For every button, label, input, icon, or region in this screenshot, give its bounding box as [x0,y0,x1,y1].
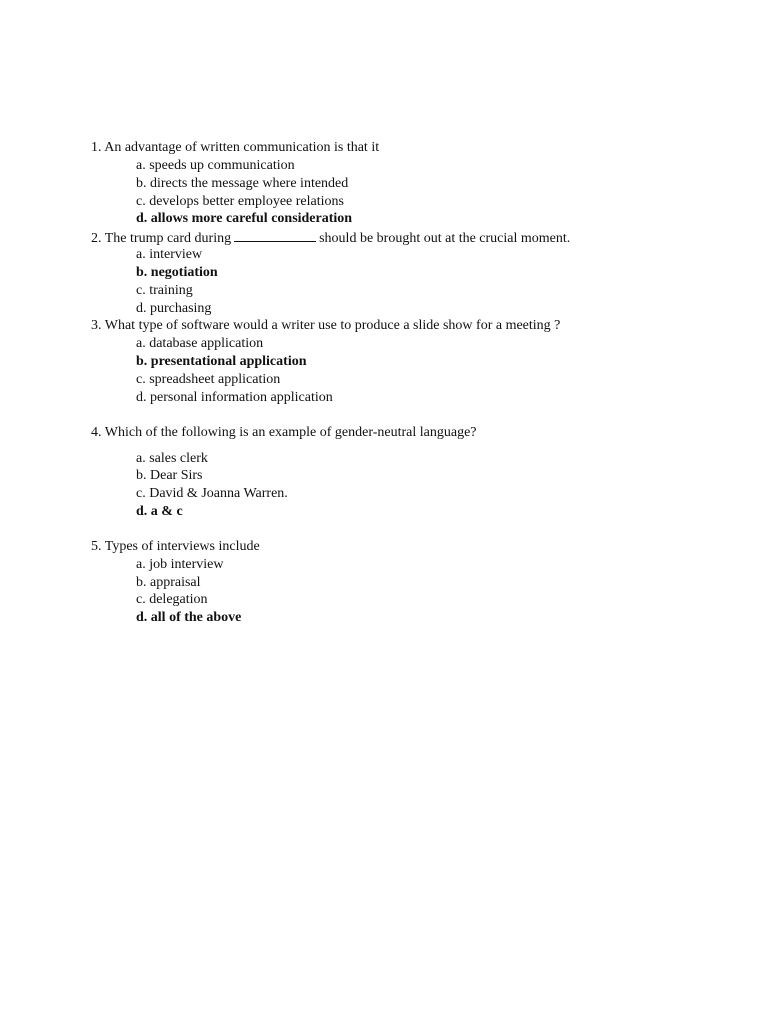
option-d: d. purchasing [136,300,212,316]
question-5 [91,538,751,627]
question-stem [91,228,751,246]
stem-before-blank: 2. The trump card during [91,231,232,247]
question-2 [91,228,751,317]
option-c: c. spreadsheet application [136,371,281,387]
stem-after-blank: should be brought out at the crucial moment. [319,231,571,247]
options-list [91,246,751,317]
option-a: a. sales clerk [136,450,208,466]
fill-in-blank [234,228,316,242]
option-b: b. Dear Sirs [136,468,203,484]
question-stem: 4. Which of the following is an example of gender-neutral language? [91,424,477,440]
option-d-correct: d. allows more careful consideration [136,211,353,227]
spacer [91,407,751,424]
option-b: b. appraisal [136,574,201,590]
options-list [91,556,751,627]
option-d: d. personal information application [136,389,333,405]
option-c: c. training [136,282,193,298]
option-d-correct: d. a & c [136,503,183,519]
options-list [91,450,751,521]
option-a: a. speeds up communication [136,158,295,173]
option-a: a. interview [136,247,203,263]
option-c: c. David & Joanna Warren. [136,486,288,502]
option-c: c. delegation [136,592,208,608]
options-list [91,335,751,406]
question-1 [91,139,751,228]
question-stem: 5. Types of interviews include [91,538,260,554]
option-b: b. directs the message where intended [136,175,349,191]
option-b-correct: b. negotiation [136,264,218,280]
question-stem: 1. An advantage of written communication is that it [91,140,380,155]
option-a: a. job interview [136,556,224,572]
quiz [91,139,751,627]
option-a: a. database application [136,336,264,352]
option-d-correct: d. all of the above [136,610,242,626]
spacer [91,521,751,538]
option-c: c. develops better employee relations [136,193,344,209]
question-3 [91,317,751,406]
question-stem: 3. What type of software would a writer use to produce a slide show for a meeting ? [91,318,561,334]
spacer [91,442,751,450]
options-list [91,157,751,228]
question-4 [91,424,751,521]
option-b-correct: b. presentational application [136,354,307,370]
